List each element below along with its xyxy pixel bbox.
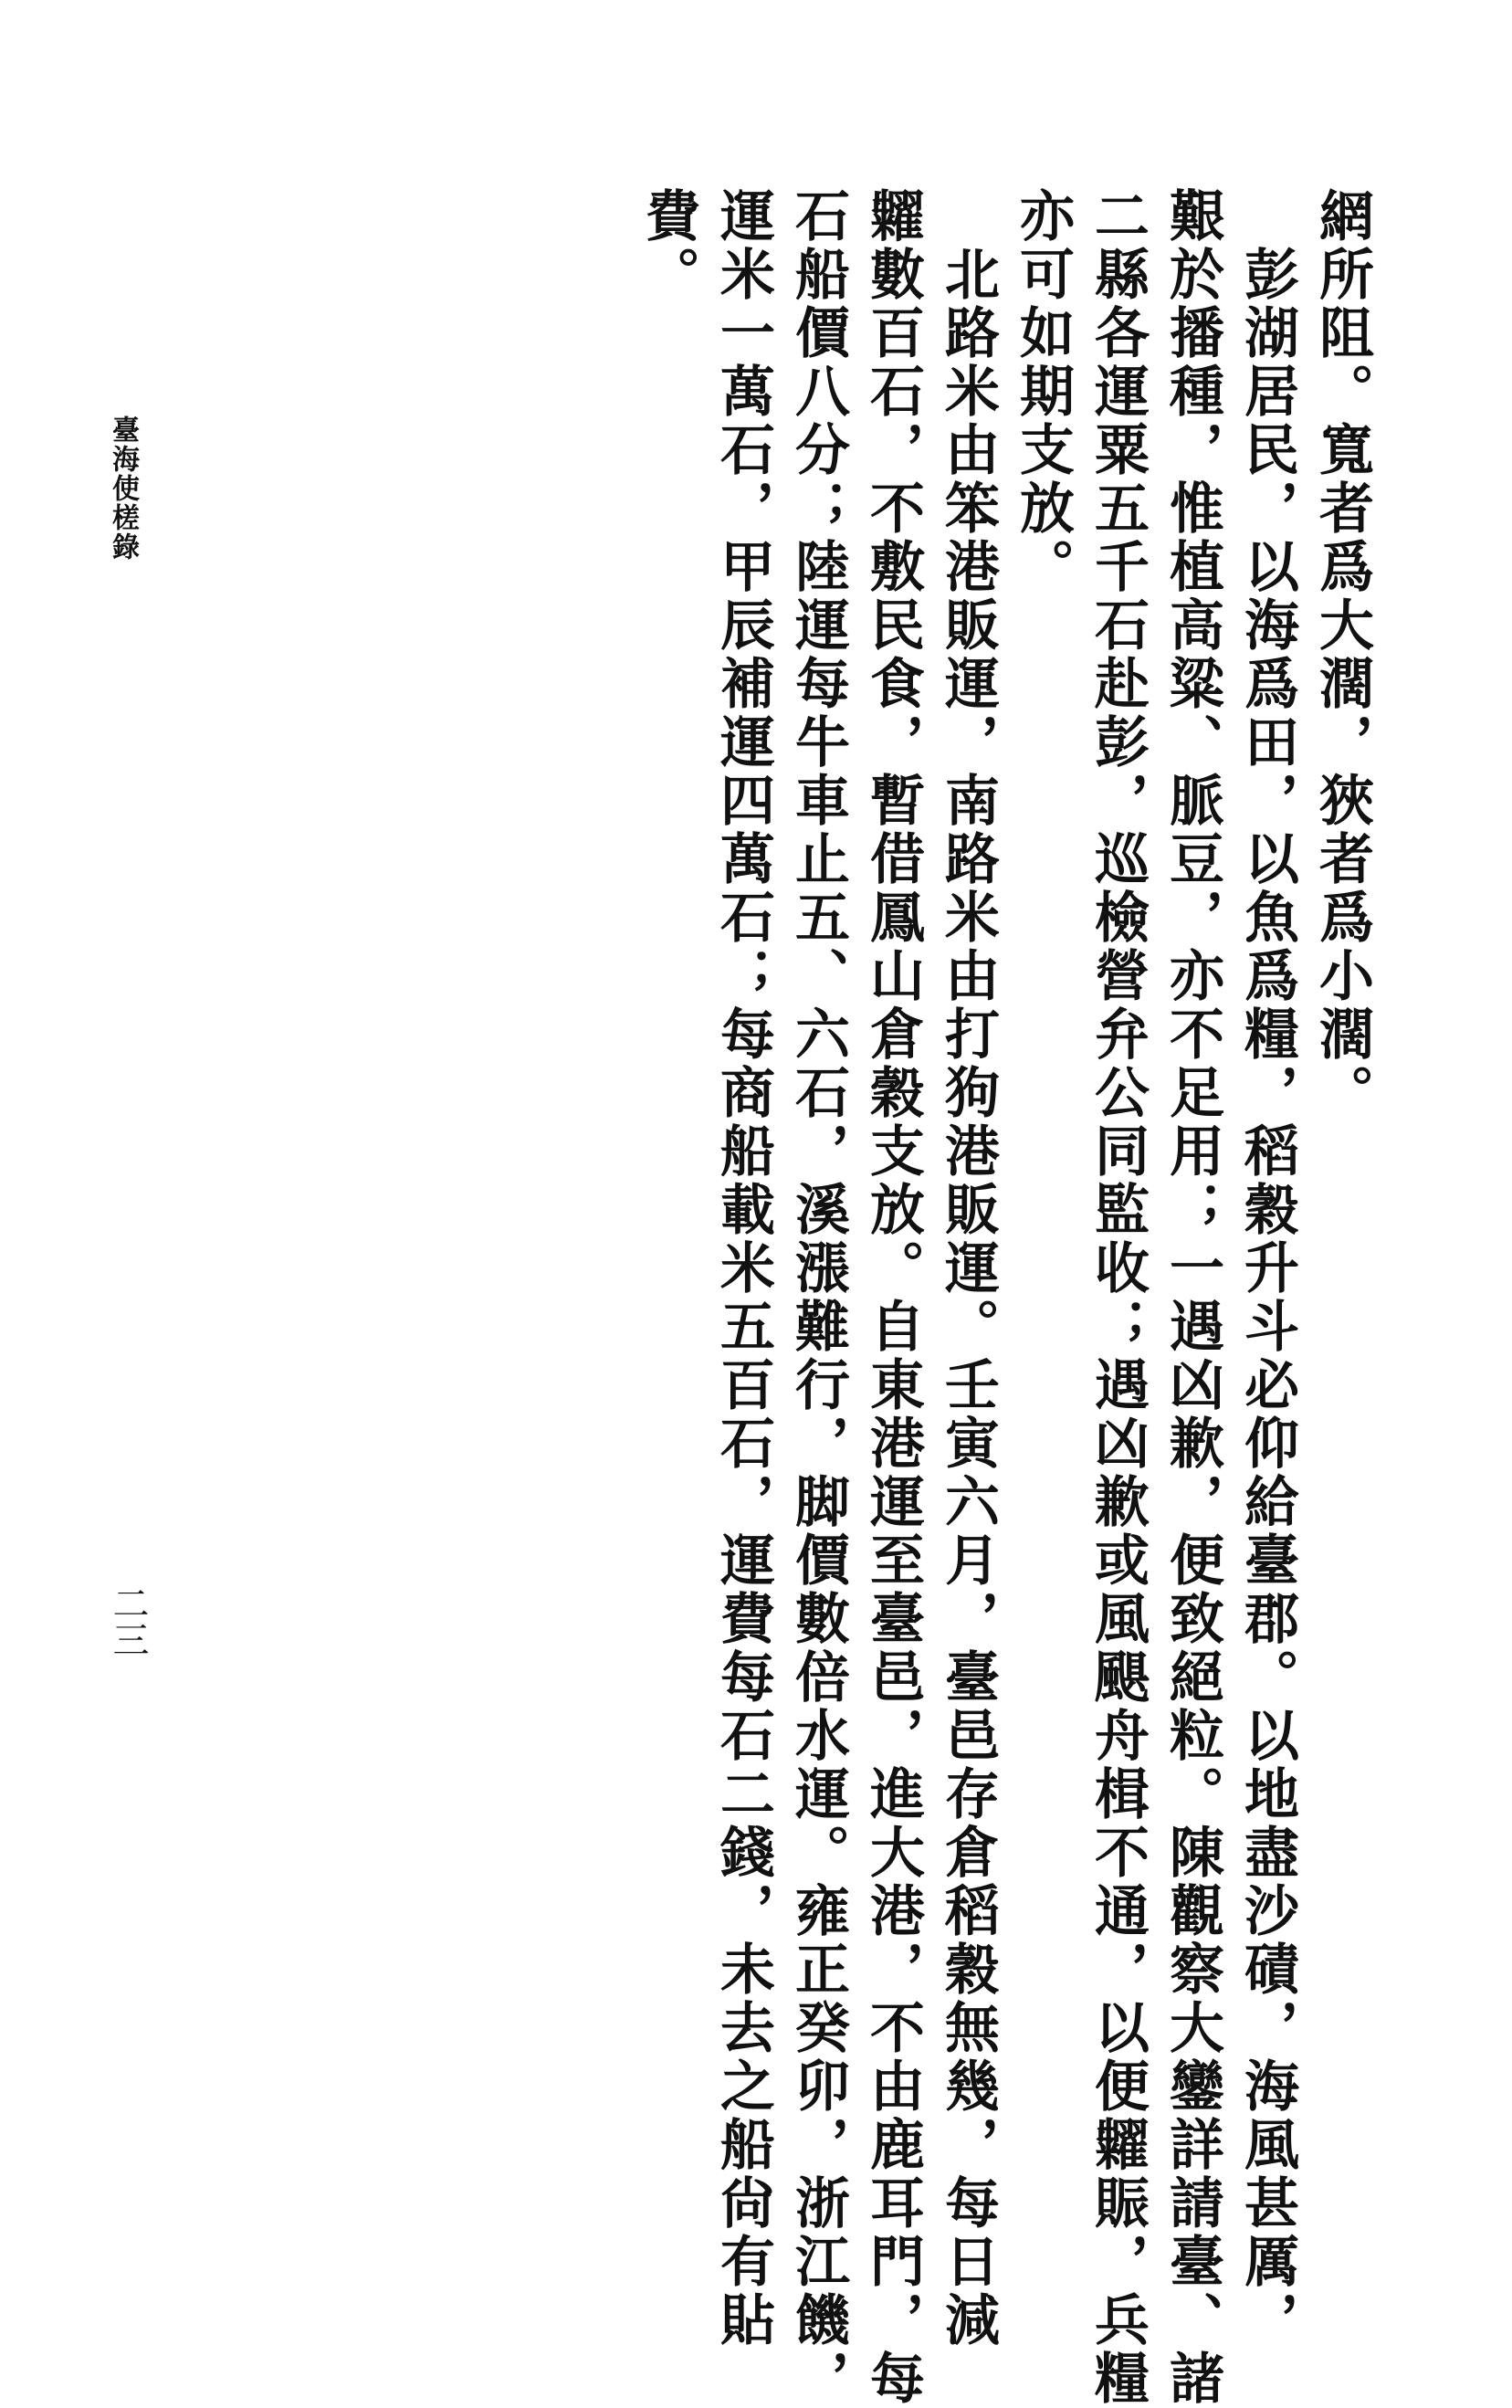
page-number: 二三 — [107, 1584, 149, 1657]
text-column-10: 費。 — [636, 187, 700, 304]
text-column-5: 亦可如期支放。 — [1011, 187, 1075, 596]
text-column-6: 北路米由笨港販運，南路米由打狗港販運。壬寅六月，臺邑存倉稻穀無幾，每日減 — [936, 187, 1000, 2350]
text-column-2: 彭湖居民，以海爲田，以魚爲糧，稻穀升斗必仰給臺郡。以地盡沙磧，海風甚厲， — [1235, 187, 1299, 2350]
text-column-4: 二縣各運粟五千石赴彭，巡檢營弁公同監收；遇凶歉或風颶舟楫不通，以便糶賑，兵糧 — [1086, 187, 1150, 2408]
text-column-8: 石船價八分；陸運每牛車止五、六石，溪漲難行，脚價數倍水運。雍正癸卯，浙江饑， — [786, 187, 850, 2408]
text-column-1: 網所阻。寬者爲大濶，狹者爲小濶。 — [1310, 187, 1374, 1122]
text-column-9: 運米一萬石，甲辰補運四萬石；每商船載米五百石，運費每石二錢，未去之船尙有貼 — [711, 187, 775, 2350]
text-column-3: 艱於播種，惟植高粱、脈豆，亦不足用；一遇凶歉，便致絕粒。陳觀察大鑾詳請臺、諸 — [1160, 187, 1224, 2408]
text-column-7: 糶數百石，不敷民食，暫借鳳山倉穀支放。自東港運至臺邑，進大港，不由鹿耳門，每 — [861, 187, 925, 2408]
running-title: 臺海使槎錄 — [107, 415, 139, 562]
